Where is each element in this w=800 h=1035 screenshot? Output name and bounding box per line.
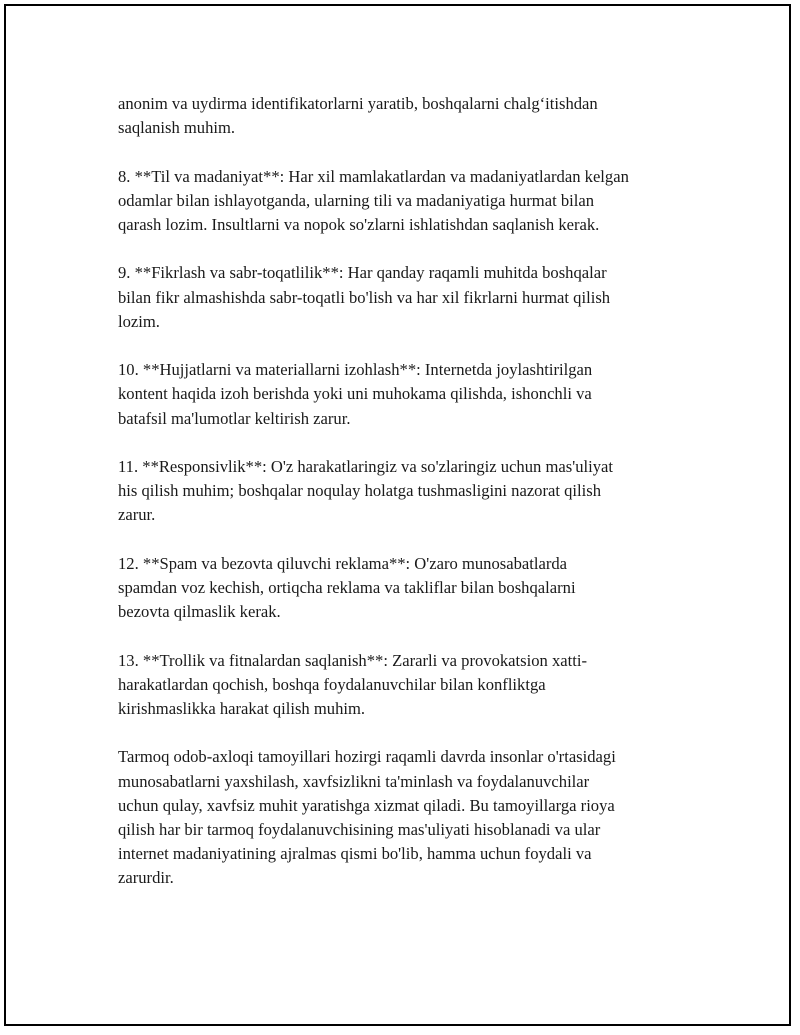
paragraph-item-11: 11. **Responsivlik**: O'z harakatlaringiz va so'zlaringiz uchun mas'uliyat his qilish muhim; boshqalar noqulay holatga tushmasligini nazorat qilish zarur. (118, 456, 613, 525)
paragraph-continuation: anonim va uydirma identifikatorlarni yaratib, boshqalarni chalg‘itishdan saqlanish muhim. (118, 94, 598, 138)
paragraph-item-9: 9. **Fikrlash va sabr-toqatlilik**: Har qanday raqamli muhitda boshqalar bilan fikr almashishda sabr-toqatli bo'lish va har xil fikrlarni hurmat qilish lozim. (118, 263, 611, 331)
paragraph-item-10: 10. **Hujjatlarni va materiallarni izohlash**: Internetda joylashtirilgan kontent haqida izoh berishda yoki uni muhokama qilishda, ishonchli va batafsil ma'lumotlar keltirish zarur. (118, 360, 593, 428)
paragraph-item-12: 12. **Spam va bezovta qiluvchi reklama**: O'zaro munosabatlarda spamdan voz kechish, ortiqcha reklama va takliflar bilan boshqalarni bezovta qilmaslik kerak. (118, 553, 576, 622)
document-body (118, 92, 693, 891)
paragraph-item-8: 8. **Til va madaniyat**: Har xil mamlakatlardan va madaniyatlardan kelgan odamlar bilan ishlayotganda, ularning tili va madaniyatiga hurmat bilan qarash lozim. Insultlarni va nopok so'zlarni ishlatishdan saqlanish kerak. (118, 166, 629, 234)
paragraph-conclusion: Tarmoq odob-axloqi tamoyillari hozirgi raqamli davrda insonlar o'rtasidagi munosabatlarni yaxshilash, xavfsizlikni ta'minlash va foydalanuvchilar uchun qulay, xavfsiz muhit yaratishga xizmat qiladi. Bu tamoyillarga rioya qilish har bir tarmoq foydalanuvchisining mas'uliyati hisoblanadi va ular internet madaniyatining ajralmas qismi bo'lib, hamma uchun foydali va zarurdir. (118, 747, 616, 888)
paragraph-item-13: 13. **Trollik va fitnalardan saqlanish**: Zararli va provokatsion xatti- harakatlardan qochish, boshqa foydalanuvchilar bilan konfliktga kirishmaslikka harakat qilish muhim. (118, 650, 587, 718)
